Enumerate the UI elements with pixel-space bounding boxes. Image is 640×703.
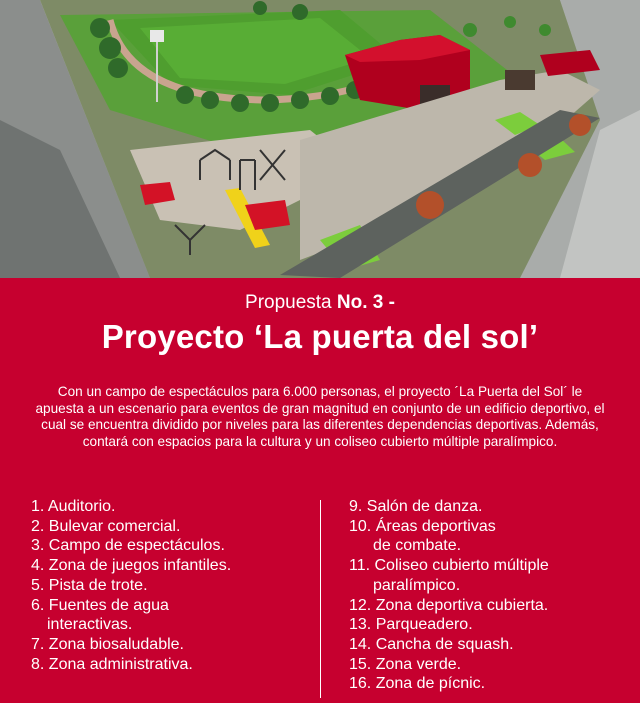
list-item: 8. Zona administrativa. <box>31 655 193 673</box>
list-item: 1. Auditorio. <box>31 498 116 515</box>
list-item: 10. Áreas deportivas de combate. <box>349 517 496 555</box>
list-item: 9. Salón de danza. <box>349 498 483 515</box>
column-divider <box>320 500 321 698</box>
list-item: 4. Zona de juegos infantiles. <box>31 557 232 575</box>
zones-list-left <box>31 497 231 674</box>
list-item: 12. Zona deportiva cubierta. <box>349 596 549 614</box>
list-item: 16. Zona de pícnic. <box>349 675 486 693</box>
list-item: 7. Zona biosaludable. <box>31 635 184 653</box>
proposal-number: No. 3 - <box>336 292 395 313</box>
page-title: Proyecto ‘La puerta del sol’ <box>101 318 539 355</box>
aerial-view-illustration <box>0 0 640 278</box>
list-item: 2. Bulevar comercial. <box>31 517 181 535</box>
subtitle-prefix: Propuesta <box>245 292 337 313</box>
zones-list-right <box>349 497 549 694</box>
project-description: Con un campo de espectáculos para 6.000 personas, el proyecto ´La Puerta del Sol´ le apuesta a un escenario para eventos de gran magnitud en conjunto de un edificio deportivo, el cual se encuentra dividido por niveles para las diferentes dependencias deportivas. Además, contará con espacios para la cultura y un coliseo cubierto múltiple paralímpico. <box>35 384 605 449</box>
list-item: 11. Coliseo cubierto múltiple paralímpico. <box>349 557 549 594</box>
list-item: 6. Fuentes de agua interactivas. <box>31 596 169 634</box>
list-item: 3. Campo de espectáculos. <box>31 537 225 555</box>
list-item: 14. Cancha de squash. <box>349 635 514 653</box>
list-item: 13. Parqueadero. <box>349 616 473 634</box>
list-item: 15. Zona verde. <box>349 655 462 673</box>
proposal-subtitle <box>0 292 640 314</box>
proposal-panel <box>0 278 640 703</box>
project-render-image <box>0 0 640 278</box>
list-item: 5. Pista de trote. <box>31 576 148 594</box>
